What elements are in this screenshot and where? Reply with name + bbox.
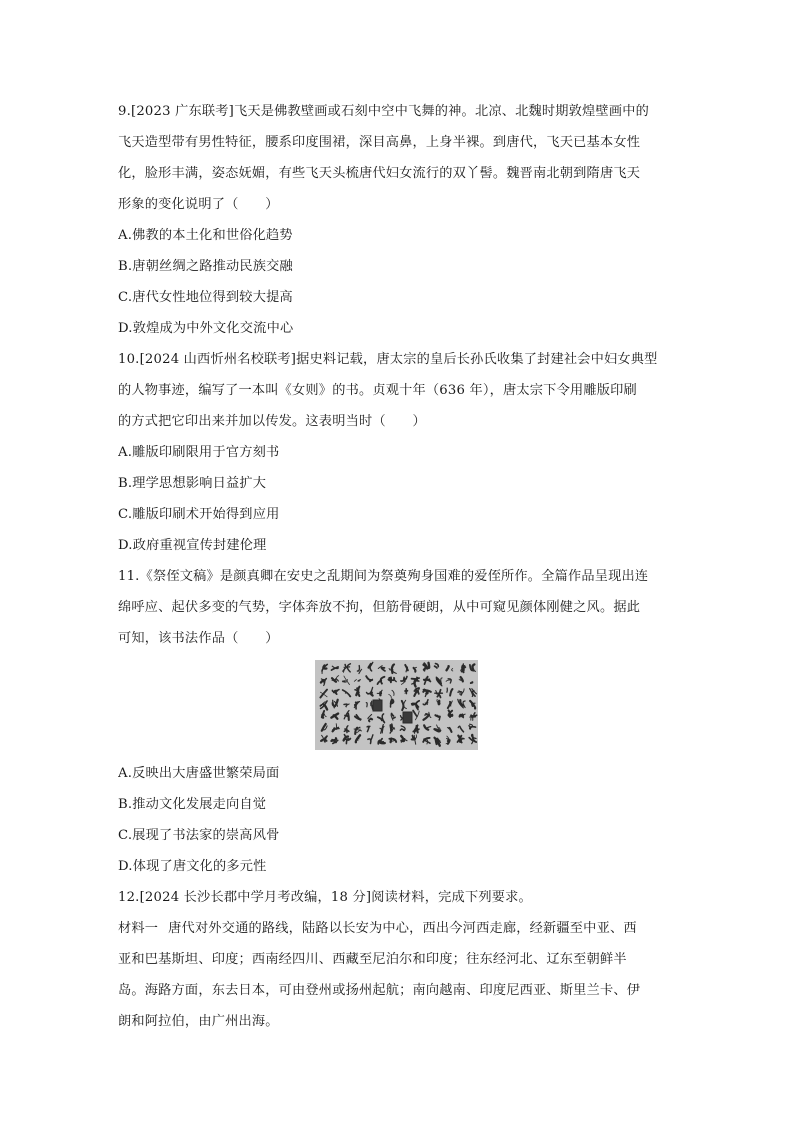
brush-stroke — [436, 729, 439, 730]
brush-stroke — [404, 678, 405, 682]
question-11-stem-line-1: 11.《祭侄文稿》是颜真卿在安史之乱期间为祭奠殉身国难的爱侄所作。全篇作品呈现出连 — [118, 569, 649, 584]
brush-stroke — [345, 665, 346, 668]
brush-stroke — [337, 727, 339, 728]
question-11-option-c: C.展现了书法家的崇高风骨 — [118, 828, 280, 843]
brush-stroke — [343, 681, 346, 682]
brush-stroke — [392, 665, 393, 670]
question-9-option-a: A.佛教的本土化和世俗化趋势 — [118, 228, 293, 243]
brush-stroke — [378, 741, 379, 744]
brush-stroke — [348, 714, 349, 721]
brush-stroke — [449, 715, 452, 716]
question-11-stem-line-2: 绵呼应、起伏多变的气势，字体奔放不拘，但筋骨硬朗，从中可窥见颜体刚健之风。据此 — [118, 600, 641, 615]
question-9-stem-line-4: 形象的变化说明了（ ） — [118, 197, 279, 212]
question-9-option-b: B.唐朝丝绸之路推动民族交融 — [118, 259, 293, 274]
brush-stroke — [391, 725, 392, 730]
question-12-title: 12.[2024 长沙长郡中学月考改编，18 分]阅读材料，完成下列要求。 — [118, 890, 532, 905]
question-10 — [118, 344, 678, 561]
question-11-stem-line-3: 可知，该书法作品（ ） — [118, 631, 279, 646]
seal-stamp — [403, 712, 412, 723]
seal-stamp — [373, 700, 382, 711]
question-10-stem-line-1: 10.[2024 山西忻州名校联考]据史料记载，唐太宗的皇后长孙氏收集了封建社会中妇女典型 — [118, 352, 658, 367]
question-9-stem-line-3: 化，脸形丰满，姿态妩媚，有些飞天头梳唐代妇女流行的双丫髻。魏晋南北朝到隋唐飞天 — [118, 166, 641, 181]
question-10-option-b: B.理学思想影响日益扩大 — [118, 476, 267, 491]
question-11-option-d: D.体现了唐文化的多元性 — [118, 859, 267, 874]
question-9-stem-line-2: 飞天造型带有男性特征，腰系印度围裙，深目高鼻，上身半裸。到唐代，飞天已基本女性 — [118, 135, 641, 150]
question-12-material-line-1 — [118, 913, 678, 944]
question-9-stem-line-1: 9.[2023 广东联考]飞天是佛教壁画或石刻中空中飞舞的神。北凉、北魏时期敦煌壁画中的 — [118, 104, 649, 119]
question-12-material-line-3: 岛。海路方面，东去日本，可由登州或扬州起航；南向越南、印度尼西亚、斯里兰卡、伊 — [118, 983, 641, 998]
question-11 — [118, 561, 678, 882]
question-10-option-a: A.雕版印刷限用于官方刻书 — [118, 445, 280, 460]
brush-stroke — [389, 678, 391, 681]
calligraphy-image-drawing — [315, 660, 478, 750]
question-9 — [118, 96, 678, 344]
question-11-option-a: A.反映出大唐盛世繁荣局面 — [118, 766, 280, 781]
material-label: 材料一 — [118, 921, 159, 936]
question-12 — [118, 882, 678, 1037]
calligraphy-image — [315, 660, 478, 750]
question-10-stem-line-2: 的人物事迹，编写了一本叫《女则》的书。贞观十年（636 年），唐太宗下令用雕版印刷 — [118, 383, 637, 398]
question-11-option-b: B.推动文化发展走向自觉 — [118, 797, 267, 812]
brush-stroke — [322, 715, 323, 718]
brush-stroke — [320, 705, 321, 706]
brush-stroke — [462, 738, 464, 739]
material-text-first: 唐代对外交通的路线，陆路以长安为中心，西出今河西走廊，经新疆至中亚、西 — [168, 921, 637, 936]
brush-stroke — [393, 717, 395, 718]
question-9-option-d: D.敦煌成为中外文化交流中心 — [118, 321, 294, 336]
question-9-option-c: C.唐代女性地位得到较大提高 — [118, 290, 293, 305]
document-page — [118, 96, 678, 1037]
question-10-option-d: D.政府重视宣传封建伦理 — [118, 538, 267, 553]
question-10-stem-line-3: 的方式把它印出来并加以传发。这表明当时（ ） — [118, 414, 426, 429]
brush-stroke — [425, 714, 427, 715]
question-12-material-line-4: 朗和阿拉伯，由广州出海。 — [118, 1014, 279, 1029]
question-10-option-c: C.雕版印刷术开始得到应用 — [118, 507, 280, 522]
brush-stroke — [370, 719, 372, 720]
brush-stroke — [412, 704, 415, 705]
question-12-material-line-2: 亚和巴基斯坦、印度；西南经四川、西藏至尼泊尔和印度；往东经河北、辽东至朝鲜半 — [118, 952, 627, 967]
